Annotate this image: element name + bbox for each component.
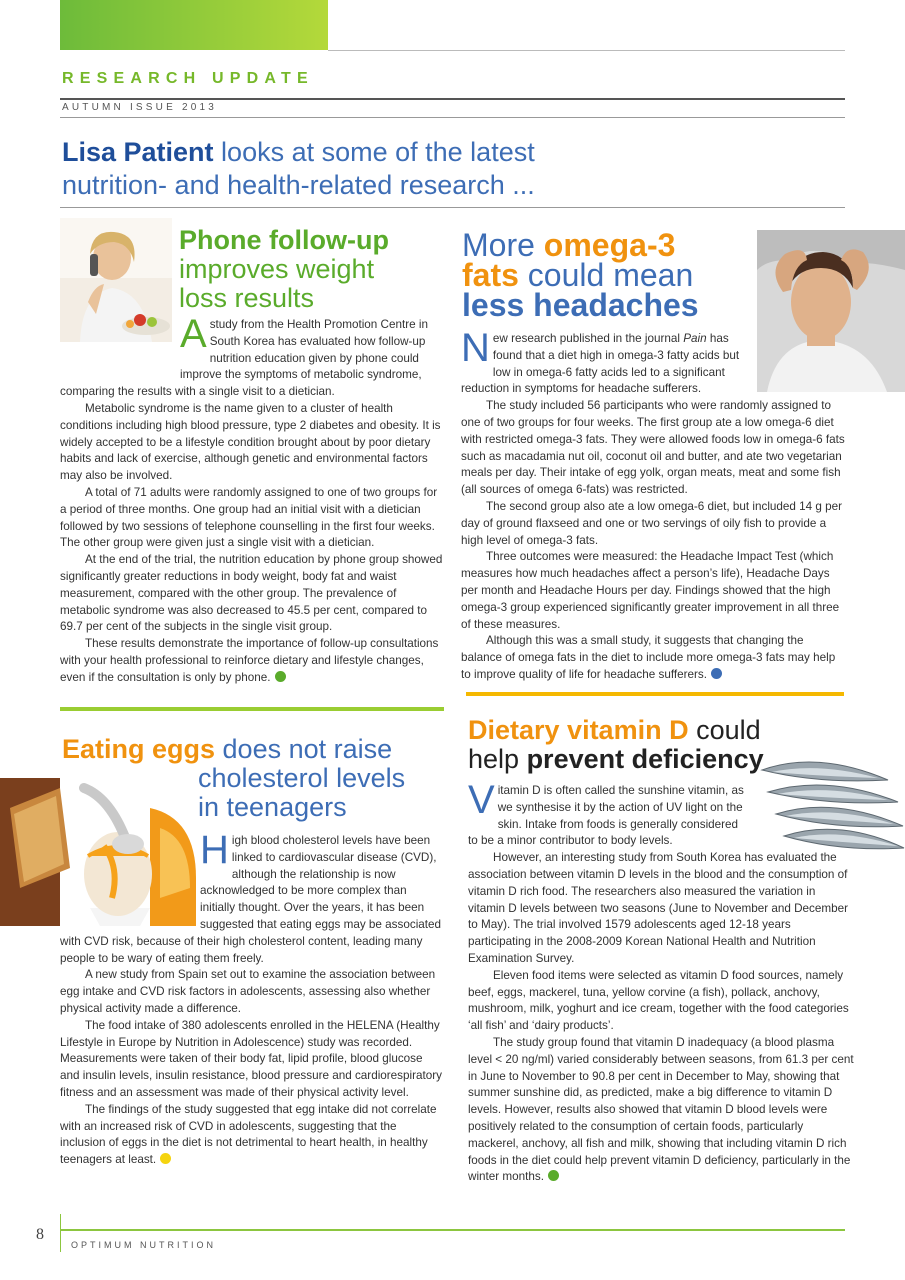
article-eggs-paragraph	[60, 1102, 444, 1169]
photo-spacer	[60, 317, 180, 381]
title-highlight: fats	[462, 257, 519, 293]
paragraph-text: has found that a diet high in omega-3 fatty acids but low in omega-6 fatty acids led to a significant reduction in symptoms for headache sufferers.	[461, 332, 740, 396]
page-number: 8	[36, 1226, 44, 1243]
headline-rule	[60, 207, 845, 208]
publication-name: OPTIMUM NUTRITION	[71, 1240, 216, 1250]
title-word: More	[462, 227, 544, 263]
article-vitamin-body	[468, 778, 854, 1186]
article-omega-title	[462, 227, 752, 323]
article-phone-body	[60, 312, 444, 687]
paragraph-text: The findings of the study suggested that egg intake did not correlate with an increased risk of CVD in adolescents, suggesting that the inclusion of eggs in the diet is not detrimental to heart health, in healthy teenagers at least.	[60, 1102, 437, 1167]
article-eggs-paragraph: The food intake of 380 adolescents enrolled in the HELENA (Healthy Lifestyle in Europe by Nutrition in Adolescence) study was recorded. Measurements were taken of their body fat, lipid profile, blood glucose and insulin levels, insulin resistance, blood pressure and cardiorespiratory fitness and an assessment was made of their physical activity level.	[60, 1018, 442, 1099]
article-vitamin-paragraph: Eleven food items were selected as vitamin D food sources, namely beef, eggs, mackerel, tuna, yellow corvine (a fish), pollack, anchovy, mushroom, milk, yoghurt and ice cream, together with the food categories ‘all fish’ and ‘dairy products’.	[468, 968, 849, 1033]
dropcap: N	[461, 326, 490, 370]
section-divider-orange	[466, 692, 844, 696]
paragraph-text: The study group found that vitamin D inadequacy (a blood plasma level < 20 ng/ml) varied considerably between seasons, from 61.3 per cent in June to November to 90.8 per cent in December to May, showing that summer sunshine did, as predicted, make a big difference to vitamin D levels. However, results also showed that vitamin D blood levels were positively related to the consumption of certain foods, particularly mackerel, anchovy, all fish and milk, showing that including vitamin D rich foods in the diet could help prevent vitamin D deficiency, particularly in the winter months.	[468, 1035, 854, 1184]
article-vitamin-title-line1	[468, 716, 848, 745]
article-eggs-title-line3: in teenagers	[198, 792, 347, 822]
article-phone-title-bold: Phone follow-up	[179, 225, 389, 255]
article-omega-title-line1	[462, 227, 752, 263]
paragraph-text: igh blood cholesterol levels have been linked to cardiovascular disease (CVD), although the relationship is now acknowledged to be more complex than initially thought. Over the years, it has been suggested that eating eggs may be associated with CVD risk, because of their high cholesterol content, leading many people to be wary of eating them freely.	[60, 834, 442, 965]
title-highlight: prevent deficiency	[526, 744, 764, 774]
title-highlight: Dietary vitamin D	[468, 715, 689, 745]
header-rule-thin	[60, 117, 845, 118]
article-omega-paragraph: Three outcomes were measured: the Headache Impact Test (which measures how much headaches affect a person’s life), Headache Days per month and Headache Hours per day. Findings showed that the high omega-3 group experienced significantly greater improvement in all three of these measures.	[461, 550, 840, 631]
issue-label: AUTUMN ISSUE 2013	[62, 102, 217, 113]
article-phone-title-line3: loss results	[179, 283, 315, 313]
headline-part-1: looks at some of the latest	[213, 137, 535, 167]
header-rule	[60, 98, 845, 100]
article-omega-paragraph: The study included 56 participants who were randomly assigned to one of two groups for four weeks. The first group ate a low omega-6 diet with restricted omega-3 fats. They were allowed foods low in omega-6 fats such as macadamia nut oil, coconut oil and butter, and ate two vegetarian meals per day. Their intake of egg yolk, organ meats, meat and some fish (all sources of omega 6-fats) was restricted.	[461, 399, 845, 497]
title-word: could	[688, 715, 761, 745]
page-headline	[62, 136, 622, 202]
photo-spacer	[60, 833, 200, 929]
section-label: RESEARCH UPDATE	[62, 70, 314, 87]
footer-rule	[60, 1229, 845, 1231]
article-vitamin-paragraph	[468, 1035, 854, 1186]
title-highlight: omega-3	[543, 227, 676, 263]
article-omega-title-line2	[462, 257, 752, 293]
journal-name: Pain	[683, 332, 707, 345]
paragraph-text: Although this was a small study, it suggests that changing the balance of omega fats in the diet to include more omega-3 fats may help to improve quality of life for headache sufferers.	[461, 634, 836, 681]
header-divider	[328, 50, 845, 51]
footer-vertical-rule	[60, 1214, 61, 1252]
article-eggs-title-line2: cholesterol levels	[198, 763, 406, 793]
article-omega-title-line3: less headaches	[462, 287, 699, 323]
header-color-bar	[60, 0, 328, 50]
title-highlight: Eating eggs	[62, 734, 216, 764]
paragraph-text: These results demonstrate the importance of follow-up consultations with your health professional to reinforce dietary and lifestyle changes, even if the consultation is only by phone.	[60, 637, 439, 684]
article-eggs-title-line1	[62, 735, 442, 764]
article-phone-paragraph: Metabolic syndrome is the name given to a cluster of health conditions including high blood pressure, type 2 diabetes and obesity. It is widely accepted to be a lifestyle condition brought about by poor dietary habits and lack of exercise, although genetic and environmental factors may also be involved.	[60, 401, 441, 483]
article-omega-paragraph	[461, 633, 846, 683]
dropcap: V	[468, 778, 495, 822]
headline-part-2: nutrition- and health-related research ...	[62, 170, 535, 200]
article-eggs-title	[62, 735, 442, 822]
article-phone-paragraph: At the end of the trial, the nutrition education by phone group showed significantly greater reductions in body weight, body fat and waist measurement, compared with the other group. The prevalence of metabolic syndrome was also decreased to 45.5 per cent, compared to 69.7 per cent of the subjects in the single visit group.	[60, 553, 443, 634]
paragraph-text: study from the Health Promotion Centre in South Korea has evaluated how follow-up nutrition education given by phone could improve the symptoms of metabolic syndrome, comparing the results with a single visit to a dietician.	[60, 318, 428, 399]
section-divider-green	[60, 707, 444, 711]
article-eggs-paragraph: A new study from Spain set out to examine the association between egg intake and CVD risk factors in adolescents, assessing also whether physical activity made a difference.	[60, 968, 436, 1015]
title-word: help	[468, 744, 527, 774]
title-word: does not raise	[215, 734, 393, 764]
article-phone-paragraph: A total of 71 adults were randomly assigned to one of two groups for a period of three months. One group had an initial visit with a dietician followed by two sessions of telephone counselling in the first four weeks. The other group were given just a single visit with a dietician.	[60, 485, 438, 550]
article-omega-paragraph: The second group also ate a low omega-6 diet, but included 14 g per day of ground flaxseed and one or two servings of oily fish to provide a high level of omega-3 fats.	[461, 499, 843, 547]
author-name: Lisa Patient	[62, 137, 214, 167]
end-mark-icon	[160, 1153, 171, 1164]
end-mark-icon	[711, 668, 722, 679]
photo-spacer	[750, 783, 854, 849]
dropcap: H	[200, 828, 229, 872]
article-vitamin-title-line2	[468, 745, 848, 774]
paragraph-text: ew research published in the journal	[492, 332, 684, 345]
article-phone-title	[179, 226, 449, 313]
article-vitamin-title	[468, 716, 848, 774]
article-vitamin-paragraph: However, an interesting study from South Korea has evaluated the association between vitamin D levels in the blood and the consumption of vitamin D rich food. The researchers also measured the variation in vitamin D levels between two seasons (June to November and December to May). The trial involved 1579 adolescents aged 12-18 years participating in the 2008-2009 Korean National Health and Nutrition Examination Survey.	[468, 851, 849, 965]
dropcap: A	[180, 312, 207, 356]
end-mark-icon	[275, 671, 286, 682]
article-phone-paragraph	[60, 636, 444, 686]
article-eggs-body	[60, 828, 444, 1169]
article-phone-title-line2: improves weight	[179, 254, 375, 284]
paragraph-text: itamin D is often called the sunshine vitamin, as we synthesise it by the action of UV light on the skin. Intake from foods is generally considered to be a minor contributor to body levels.	[468, 784, 744, 848]
title-word: could mean	[518, 257, 694, 293]
article-omega-body	[461, 326, 846, 684]
end-mark-icon	[548, 1170, 559, 1181]
photo-spacer	[746, 331, 846, 395]
